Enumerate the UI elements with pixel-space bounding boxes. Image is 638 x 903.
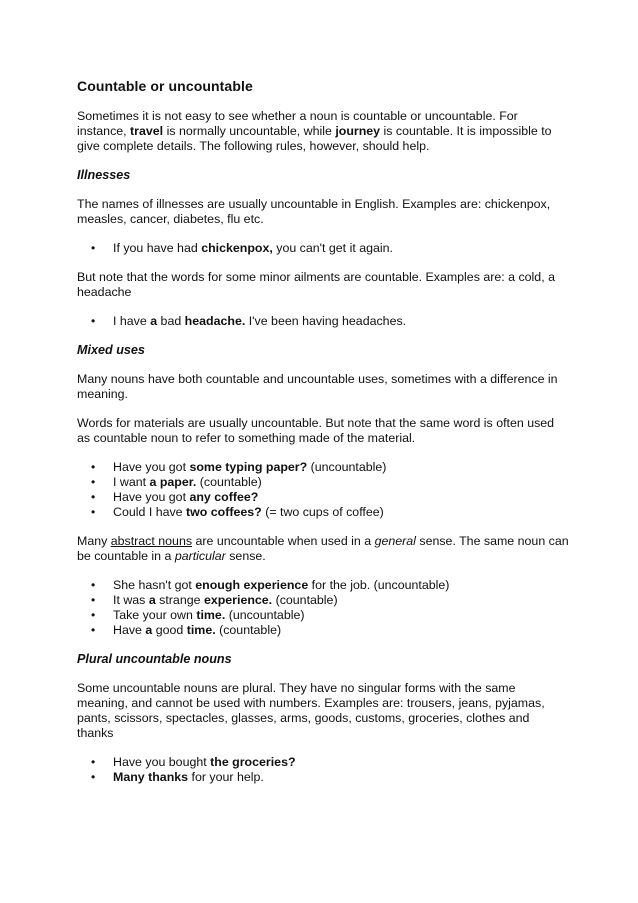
list-item-bold: a <box>148 593 156 607</box>
abstract-nouns-paragraph <box>77 534 569 564</box>
intro-paragraph <box>77 109 569 154</box>
section-heading-mixed-uses: Mixed uses <box>77 343 145 357</box>
list-item <box>113 314 569 329</box>
list-item-bold: enough experience <box>195 578 309 592</box>
materials-list <box>77 460 569 520</box>
minor-ailments-paragraph: But note that the words for some minor ailments are countable. Examples are: a cold, a headache <box>77 270 555 299</box>
list-item-text: She hasn't got <box>113 578 196 592</box>
list-item-text: bad <box>157 314 185 328</box>
page-title: Countable or uncountable <box>77 78 253 94</box>
list-item-bold: time. <box>196 608 226 622</box>
list-item-text: strange <box>155 593 204 607</box>
list-item-text: for the job. (uncountable) <box>308 578 450 592</box>
list-item-bold: the groceries? <box>210 755 296 769</box>
underlined-term: abstract nouns <box>110 534 193 548</box>
list-item-text: (= two cups of coffee) <box>261 505 384 519</box>
list-item-text: Have you got <box>113 460 190 474</box>
list-item-text: Have you bought <box>113 755 211 769</box>
list-item-text: I want <box>113 475 150 489</box>
illnesses-list-1 <box>77 241 569 256</box>
intro-text: is normally uncountable, while <box>163 124 336 138</box>
list-item-text: good <box>152 623 187 637</box>
italic-term: particular <box>174 549 226 563</box>
plural-paragraph: Some uncountable nouns are plural. They have no singular forms with the same meaning, and cannot be used with numbers. Examples are: trousers, jeans, pyjamas, pants, scissors, spectacles, glasses, arms, goods, customs, groceries, clothes and thanks <box>77 681 545 740</box>
list-item <box>113 578 569 593</box>
list-item-bold: two coffees? <box>186 505 262 519</box>
list-item-text: for your help. <box>188 770 264 784</box>
list-item <box>113 490 569 505</box>
italic-term: general <box>374 534 416 548</box>
mixed-uses-paragraph-1: Many nouns have both countable and uncountable uses, sometimes with a difference in meaning. <box>77 372 558 401</box>
paragraph-text: sense. The same noun can be countable in a <box>77 534 569 563</box>
list-item <box>113 505 569 520</box>
list-item-text: Could I have <box>113 505 187 519</box>
list-item-bold: a <box>145 623 153 637</box>
list-item-text: Have you got <box>113 490 190 504</box>
list-item-text: (countable) <box>272 593 338 607</box>
plural-list <box>77 755 569 785</box>
list-item-text: (uncountable) <box>225 608 305 622</box>
list-item-bold: headache. <box>184 314 246 328</box>
list-item-text: (countable) <box>196 475 262 489</box>
list-item-bold: experience. <box>203 593 273 607</box>
intro-bold-travel: travel <box>130 124 164 138</box>
intro-text: Sometimes it is not easy to see whether a noun is countable or uncountable. For instance, <box>77 109 518 138</box>
section-heading-illnesses: Illnesses <box>77 168 131 182</box>
abstract-nouns-list <box>77 578 569 638</box>
paragraph-text: are uncountable when used in a <box>192 534 375 548</box>
list-item-text: (uncountable) <box>307 460 387 474</box>
list-item-bold: a <box>150 314 158 328</box>
intro-bold-journey: journey <box>335 124 381 138</box>
intro-text: is countable. It is impossible to give complete details. The following rules, however, should help. <box>77 124 552 153</box>
list-item-text: Have <box>113 623 146 637</box>
list-item <box>113 460 569 475</box>
list-item <box>113 593 569 608</box>
illnesses-list-2 <box>77 314 569 329</box>
list-item <box>113 608 569 623</box>
list-item <box>113 755 569 770</box>
list-item-text: I have <box>113 314 151 328</box>
list-item <box>113 475 569 490</box>
mixed-uses-paragraph-2: Words for materials are usually uncountable. But note that the same word is often used as countable noun to refer to something made of the material. <box>77 416 555 445</box>
list-item-text: If you have had <box>113 241 202 255</box>
list-item-bold: time. <box>186 623 216 637</box>
paragraph-text: sense. <box>225 549 266 563</box>
section-heading-plural-uncountable: Plural uncountable nouns <box>77 652 232 666</box>
list-item-bold: a paper. <box>149 475 197 489</box>
list-item-text: I've been having headaches. <box>245 314 407 328</box>
list-item-text: It was <box>113 593 149 607</box>
list-item-text: (countable) <box>215 623 282 637</box>
list-item <box>113 623 569 638</box>
list-item-bold: chickenpox, <box>201 241 273 255</box>
list-item-text: you can't get it again. <box>272 241 393 255</box>
list-item <box>113 770 569 785</box>
list-item-bold: any coffee? <box>189 490 259 504</box>
list-item <box>113 241 569 256</box>
paragraph-text: Many <box>77 534 111 548</box>
illnesses-paragraph: The names of illnesses are usually uncountable in English. Examples are: chickenpox, measles, cancer, diabetes, flu etc. <box>77 197 551 226</box>
list-item-bold: Many thanks <box>113 770 189 784</box>
list-item-text: Take your own <box>113 608 197 622</box>
document-body <box>77 77 569 799</box>
list-item-bold: some typing paper? <box>189 460 308 474</box>
